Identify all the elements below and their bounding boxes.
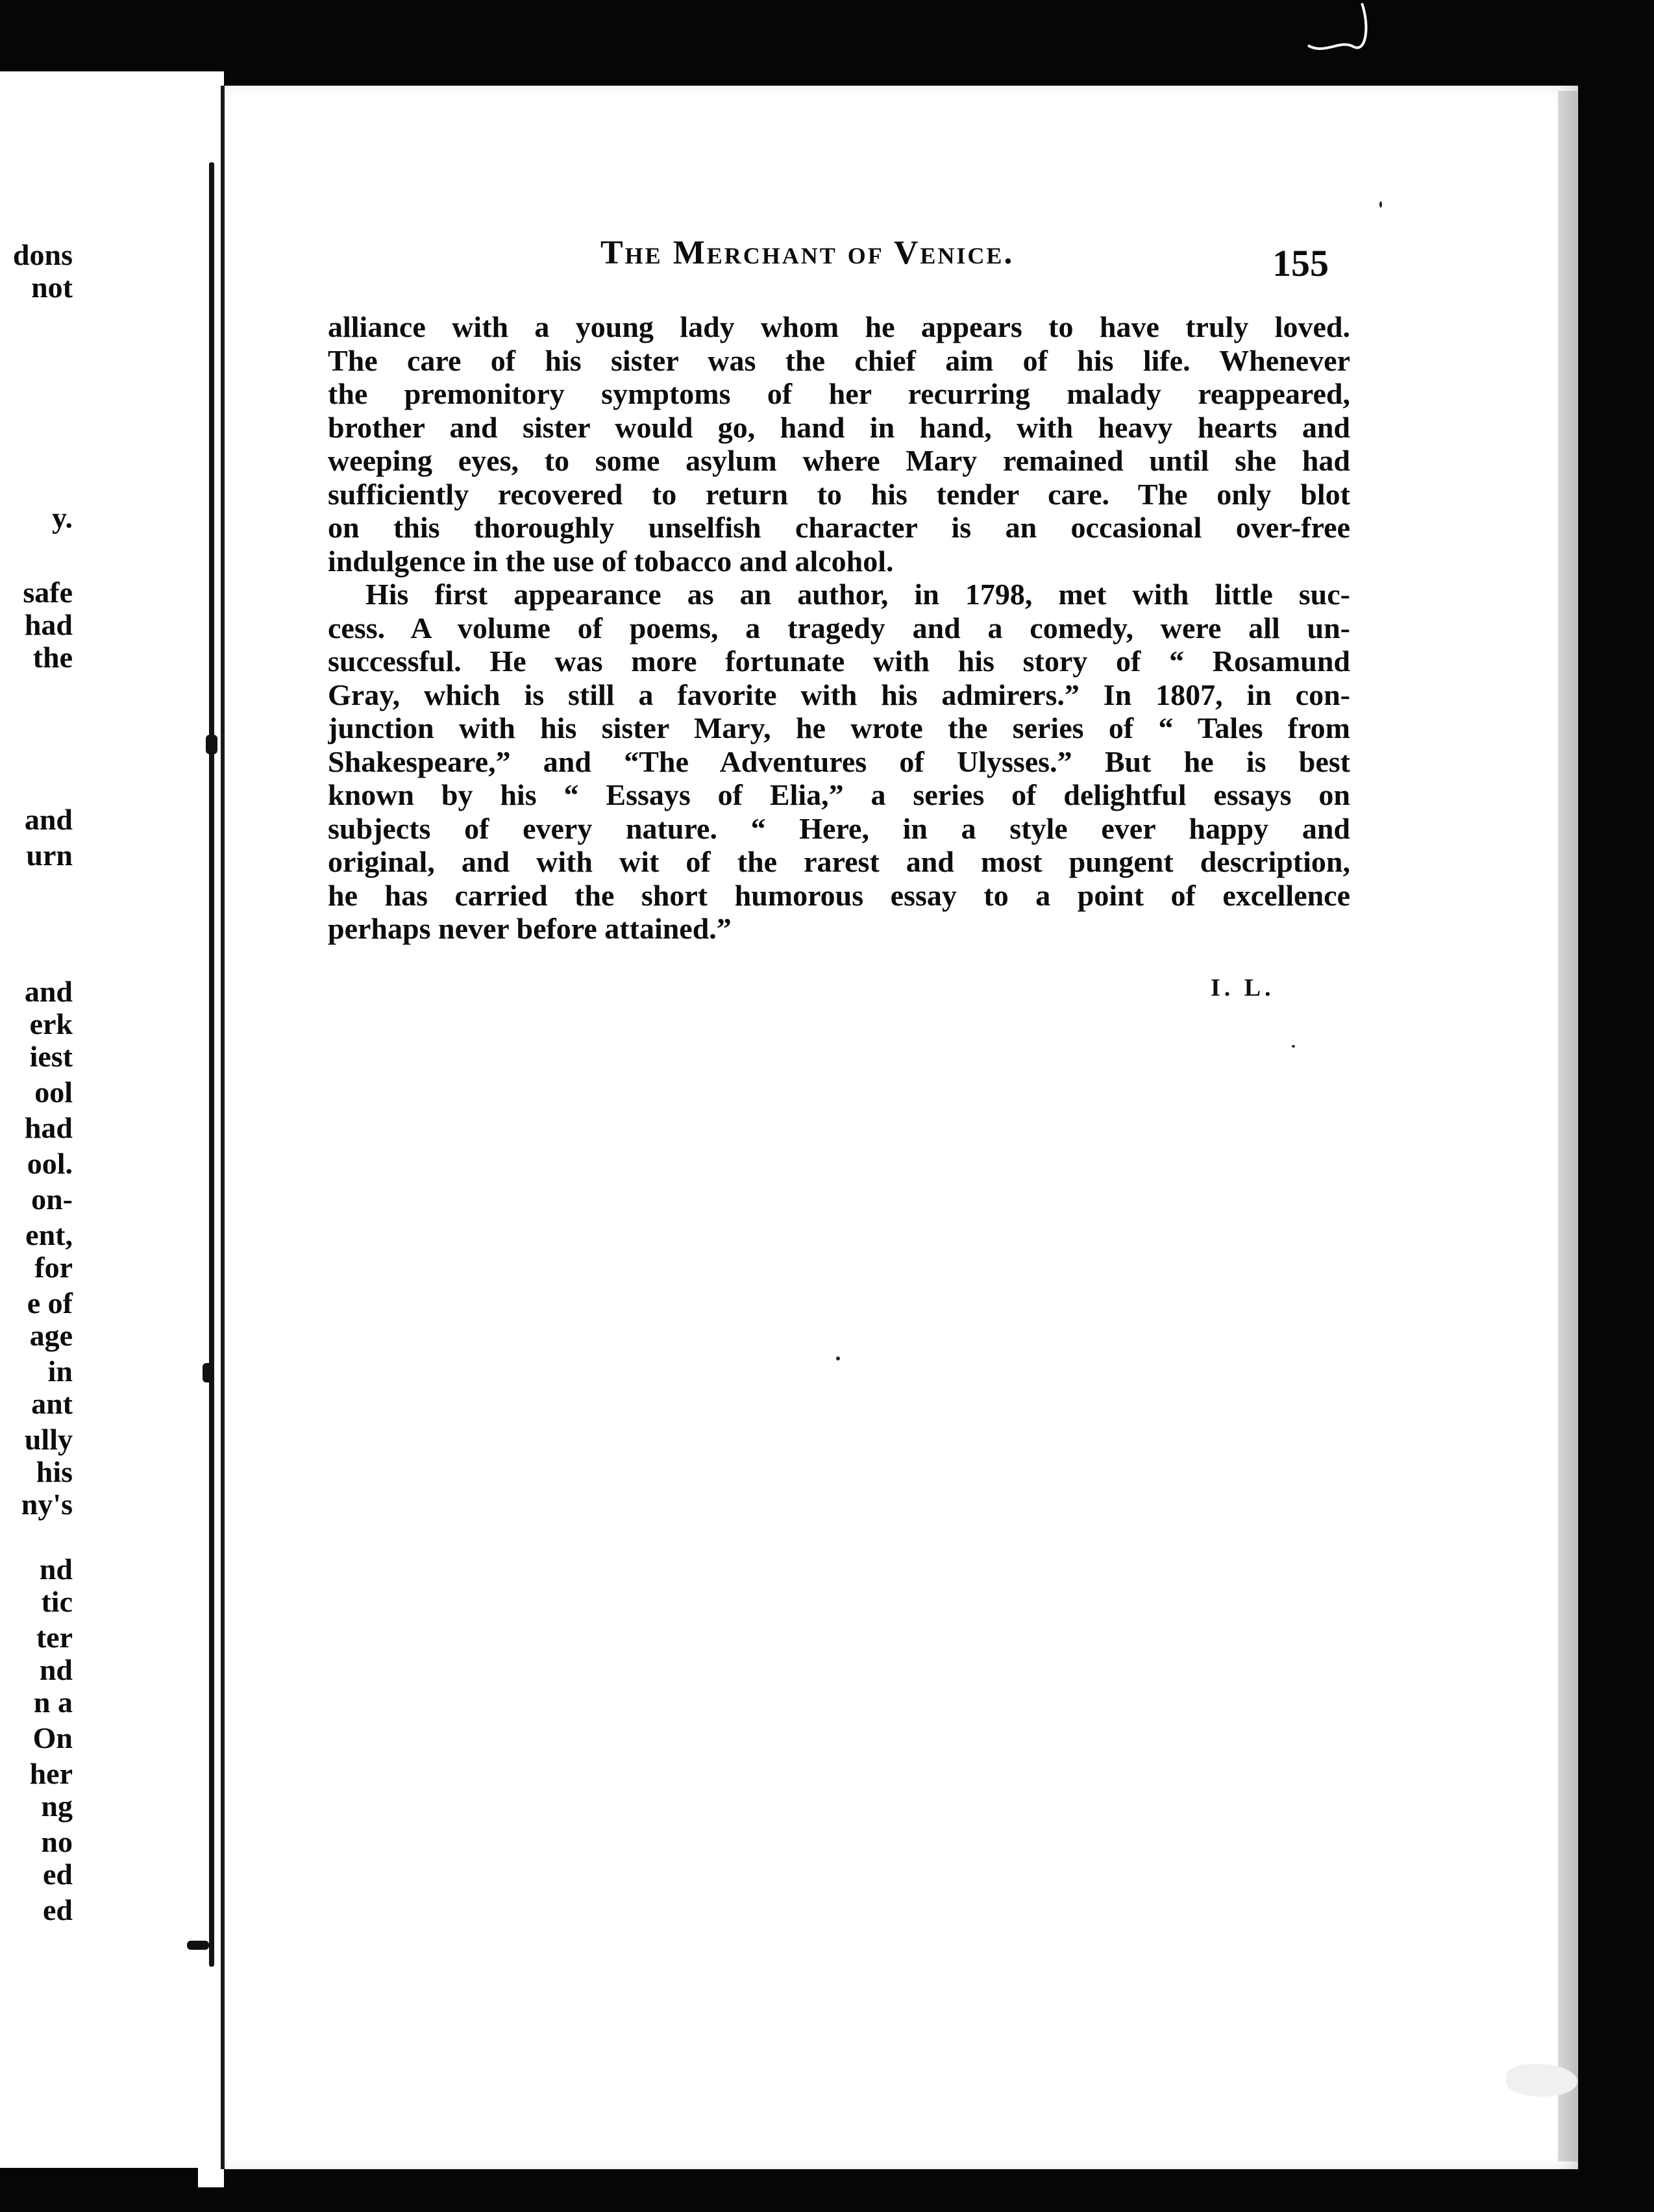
left-page-fragment: not	[31, 271, 73, 304]
spine-line	[209, 162, 214, 1967]
text-line: indulgence in the use of tobacco and alcohol.	[328, 544, 894, 578]
left-page-fragment: n a	[33, 1686, 73, 1719]
text-line: original, and with wit of the rarest and most pungent description,	[328, 845, 1350, 878]
left-page-fragment: his	[36, 1455, 73, 1488]
left-page-fragment: iest	[29, 1040, 73, 1073]
left-page-fragment: safe	[23, 576, 73, 609]
text-line: Gray, which is still a favorite with his admirers.” In 1807, in con-	[328, 678, 1350, 711]
text-line: the premonitory symptoms of her recurring malady reappeared,	[328, 377, 1350, 410]
left-page-fragment: dons	[12, 238, 73, 271]
left-page-fragment: ed	[43, 1858, 73, 1891]
paper-speck	[1292, 1045, 1295, 1048]
text-line: known by his “ Essays of Elia,” a series of delightful essays on	[328, 778, 1350, 811]
spine-binding-mark	[206, 735, 217, 754]
text-line: he has carried the short humorous essay to a point of excellence	[328, 878, 1350, 912]
left-page-fragment: had	[24, 608, 73, 641]
left-page-fragment: On	[32, 1721, 73, 1754]
text-line: junction with his sister Mary, he wrote the series of “ Tales from	[328, 711, 1350, 744]
left-page-text-fragments	[0, 71, 73, 2168]
spine-binding-mark	[187, 1941, 209, 1950]
left-page-fragment: ully	[24, 1423, 73, 1456]
body-text	[328, 310, 1350, 946]
left-page-fragment: and	[24, 975, 73, 1008]
left-page-fragment: e of	[27, 1286, 73, 1320]
text-line: alliance with a young lady whom he appears to have truly loved.	[328, 310, 1350, 343]
running-head: The Merchant of Venice.	[600, 234, 1015, 271]
left-page-fragment: the	[32, 641, 73, 674]
left-page-fragment: no	[41, 1825, 73, 1858]
paper-speck	[836, 1357, 840, 1360]
paper-speck	[1379, 201, 1382, 208]
left-page-fragment: urn	[26, 839, 73, 872]
text-line: cess. A volume of poems, a tragedy and a comedy, were all un-	[328, 611, 1350, 645]
left-page-fragment: tic	[41, 1585, 73, 1618]
text-line: weeping eyes, to some asylum where Mary remained until she had	[328, 444, 1350, 477]
left-page-fragment: ent,	[25, 1218, 73, 1251]
left-page-fragment: erk	[29, 1007, 73, 1040]
left-page-fragment: ny's	[21, 1488, 73, 1521]
text-line: Shakespeare,” and “The Adventures of Ulysses.” But he is best	[328, 744, 1350, 778]
left-page-fragment: ool.	[27, 1147, 73, 1180]
left-page-fragment: nd	[39, 1553, 73, 1586]
text-line: brother and sister would go, hand in hand, with heavy hearts and	[328, 410, 1350, 444]
text-line: on this thoroughly unselfish character is an occasional over-free	[328, 511, 1350, 544]
author-initials: I. L.	[1211, 974, 1275, 1002]
page-edge-shadow	[1558, 91, 1577, 2161]
text-line: sufficiently recovered to return to his tender care. The only blot	[328, 477, 1350, 511]
text-line: perhaps never before attained.”	[328, 912, 732, 945]
left-page-fragment: ng	[41, 1789, 73, 1823]
left-page-fragment: ter	[36, 1621, 73, 1654]
left-page-fragment: nd	[39, 1653, 73, 1686]
text-line: His first appearance as an author, in 1798, met with little suc-	[365, 578, 1350, 611]
paper-corner-highlight	[1506, 2064, 1577, 2096]
left-page-fragment: ool	[34, 1075, 73, 1109]
text-line: successful. He was more fortunate with his story of “ Rosamund	[328, 645, 1350, 678]
text-line: The care of his sister was the chief aim of his life. Whenever	[328, 343, 1350, 377]
left-page-fragment: for	[34, 1251, 73, 1284]
left-page-fragment: on-	[31, 1183, 73, 1216]
left-page-fragment: ant	[31, 1387, 73, 1420]
left-page-fragment: ed	[43, 1893, 73, 1926]
left-page-fragment: and	[24, 803, 73, 836]
left-facing-page	[0, 71, 198, 2168]
page-number: 155	[1272, 242, 1329, 284]
pen-mark	[1305, 0, 1376, 58]
left-page-fragment: in	[47, 1355, 73, 1388]
left-page-fragment: age	[29, 1319, 73, 1352]
left-page-fragment: her	[29, 1757, 73, 1790]
spine-binding-mark	[203, 1363, 214, 1382]
text-line: subjects of every nature. “ Here, in a style ever happy and	[328, 811, 1350, 845]
left-page-fragment: had	[24, 1111, 73, 1144]
left-page-fragment: y.	[52, 501, 73, 534]
